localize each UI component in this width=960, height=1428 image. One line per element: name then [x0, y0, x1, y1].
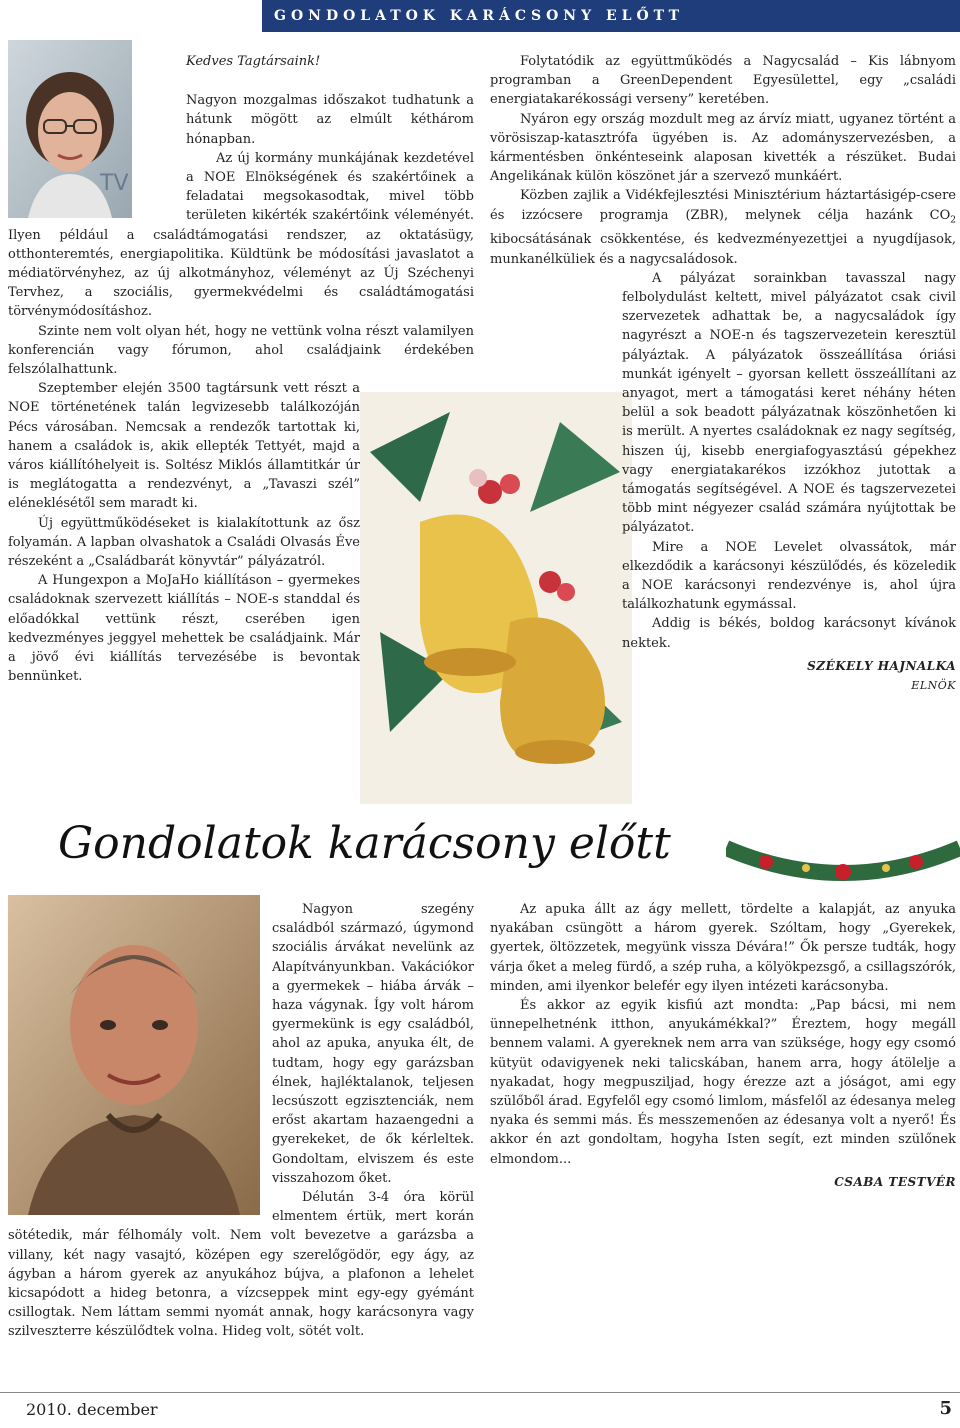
article1-paragraph: A Hungexpon a MoJaHo kiállításon – gyermekes családoknak szervezett kiállítás – NOE-s standdal és előadókkal vettünk részt, cserében igen kedvezményes jeggyel mehettek be családjaink. Már a jövő évi kiállítás tervezésébe is bevontak bennünket. — [8, 573, 360, 685]
footer-rule — [0, 1392, 960, 1393]
article-title: Gondolatok karácsony előtt — [58, 818, 671, 869]
garland-decoration — [726, 828, 960, 894]
section-banner: GONDOLATOK KARÁCSONY ELŐTT — [262, 0, 960, 32]
article1-paragraph: Mire a NOE Levelet olvassátok, már elkezdődik a karácsonyi készülődés, és közeledik a NOE karácsonyi rendezvénye is, ahol újra találkozhatunk egymással. — [622, 539, 956, 613]
svg-text:TV: TV — [100, 171, 129, 196]
article1-right-column — [490, 52, 956, 695]
signature-name: CSABA TESTVÉR — [834, 1174, 956, 1189]
article2-paragraph: Az apuka állt az ágy mellett, tördelte a kalapját, az anyuka nyakában csüngött a három gyerek. Szóltam, hogy „Gyerekek, gyertek, öltözzetek, megyünk vissza Dévára!” Ők persze tudták, hogy várja őket a meleg fürdő, a szép ruha, a kölyökpezsgő, a csillagszórók, minden, ami ilyenkor belefér egy ilyen intézeti karácsonyba. — [490, 902, 956, 994]
article1-paragraph: Szeptember elején 3500 tagtársunk vett részt a NOE történetének talán legvizesebb találkozóján Pécs városában. Nemcsak a rendezők tartottak ki, hanem a családok is, akik ellepték Tettyét, majd a város kiállítóhelyeit is. Soltész Miklós államtitkár úr is meglátogatta a rendezvényt, a „Tavaszi szél” eléneklésétől sem maradt ki. — [8, 381, 360, 512]
page-number: 5 — [939, 1398, 952, 1419]
article1-paragraph: Folytatódik az együttműködés a Nagycsalád – Kis lábnyom programban a GreenDependent Egyesülettel, egy „családi energiatakarékossági verseny” keretében. — [490, 54, 956, 108]
article1-paragraph: Nagyon mozgalmas időszakot tudhatunk a hátunk mögött az elmúlt kéthárom hónapban. — [186, 93, 474, 147]
article2-right-column — [490, 900, 956, 1192]
article2-paragraph: Délután 3-4 óra körül elmentem értük, mert korán sötétedik, már félhomály volt. Nem volt bevezetve a garázsba a villany, két nagy vasajtó, középen egy szerelőgödör, egy ágy, az ágyban a három gyerek az anyukához bújva, a plafonon a lehelet kicsapódott a hideg betonra, a vízcseppek mint egy-egy gyémánt csillogtak. Nem láttam semmi nyomát annak, hogy karácsonyra vagy szilveszterre készülődtek volna. Hideg volt, sötét volt. — [8, 1190, 474, 1340]
article1-paragraph: Szinte nem volt olyan hét, hogy ne vettünk volna részt valamilyen konferencián vagy fórumon, ahol családjaink érdekében felszólalhattunk. — [8, 323, 474, 378]
issue-date: 2010. december — [26, 1400, 158, 1419]
article2-paragraph: És akkor az egyik kisfiú azt mondta: „Pap bácsi, mi nem ünnepelhetnénk itthon, anyukámékkal?” Éreztem, hogy megáll bennem valami. A gyereknek nem arra van szüksége, hogy egy csomó kütyüt odavigyenek neki talicskában, hanem arra, hogy átölelje a nyakadat, hogy megpusziljad, hogy érezze azt a jóságot, ami egy szülőből árad. Egyfelől egy csomó limlom, másfelől az édesanya meleg nyaka és semmi más. És messzemenően az édesanya volt a nyerő! És akkor én azt gondoltam, hogyha Isten segít, ezt minden szülőnek elmondom... — [490, 998, 956, 1167]
article1-paragraph: Az új kormány munkájának kezdetével a NOE Elnökségének és szakértőinek a feladatai megsokasodtak, mivel több területen kikérték szakértőink véleményét. Ilyen például a családtámogatási rendszer, az oktatásügy, otthonteremtés, energiapolitika. Küldtünk be módosítási javaslatot a médiatörvényhez, az új alkotmányhoz, véleményt az Új Széchenyi Tervhez, a szociális, gyermekvédelmi és családtámogatási törvénymódosításhoz. — [8, 150, 474, 320]
page-footer — [0, 1392, 960, 1428]
article1-paragraph: A pályázat sorainkban tavasszal nagy felbolydulást keltett, mivel pályázatot csak civil szervezetek adhattak be, a nagycsaládok így nagyrészt a NOE-n és tagszervezetein keresztül pályáztak. A pályázatok összeállítása óriási munkát igényelt – gyorsan kellett összeállítani az anyagot, mert a támogatási keret néhány héten belül a sok beadott pályázatnak köszönhetően ki is merült. A nyertes családoknak ez nagy segítség, hiszen új, kisebb energiafogyasztású gépekhez vagy energiatakarékos izzókhoz jutottak a támogatás segítségével. A NOE és tagszervezetei több mint négyezer család számára nyújtottak be pályázatot. — [622, 270, 956, 536]
article2-left-column — [8, 900, 474, 1342]
article2-paragraph: Nagyon szegény családból származó, úgymond szociális árvákat nevelünk az Alapítványunkban. Vakációkor a gyermekek – hiába árvák – haza vágynak. Így volt három gyermekünk is egy családból, ahol az apuka, anyuka élt, de tudtam, hogy egy garázsban élnek, hajléktalanok, teljesen lecsúszott egzisztenciák, nem erőst akartam hazaengedni a gyerekeket, de ők kérleltek. Gondoltam, elviszem és este visszahozom őket. — [272, 902, 474, 1186]
greeting: Kedves Tagtársaink! — [186, 54, 321, 69]
signature-name: SZÉKELY HAJNALKA — [807, 658, 956, 673]
signature-role: ELNÖK — [911, 679, 956, 693]
article1-paragraph: Közben zajlik a Vidékfejlesztési Minisztérium háztartásigép-csere és izzócsere programja (ZBR), melynek célja hazánk $CO_2$ kibocsátásának csökkentése, és kedvezményezettjei a nyugdíjasok, munkanélküliek és a nagycsaládosok. — [490, 188, 956, 267]
article1-paragraph: Nyáron egy ország mozdult meg az árvíz miatt, ugyanez történt a vörösiszap-katasztrófa ügyében is. Az adományszervezésben, a kármentésben önkénteseink alaposan kivették a részüket. Budai Angelikának külön köszönet jár a szervező munkáért. — [490, 111, 956, 185]
article1-paragraph: Addig is békés, boldog karácsonyt kívánok nektek. — [622, 616, 956, 651]
article1-paragraph: Új együttműködéseket is kialakítottunk az ősz folyamán. A lapban olvashatok a Családi Olvasás Éve részeként a „Családbarát könyvtár” pályázatról. — [8, 515, 360, 570]
